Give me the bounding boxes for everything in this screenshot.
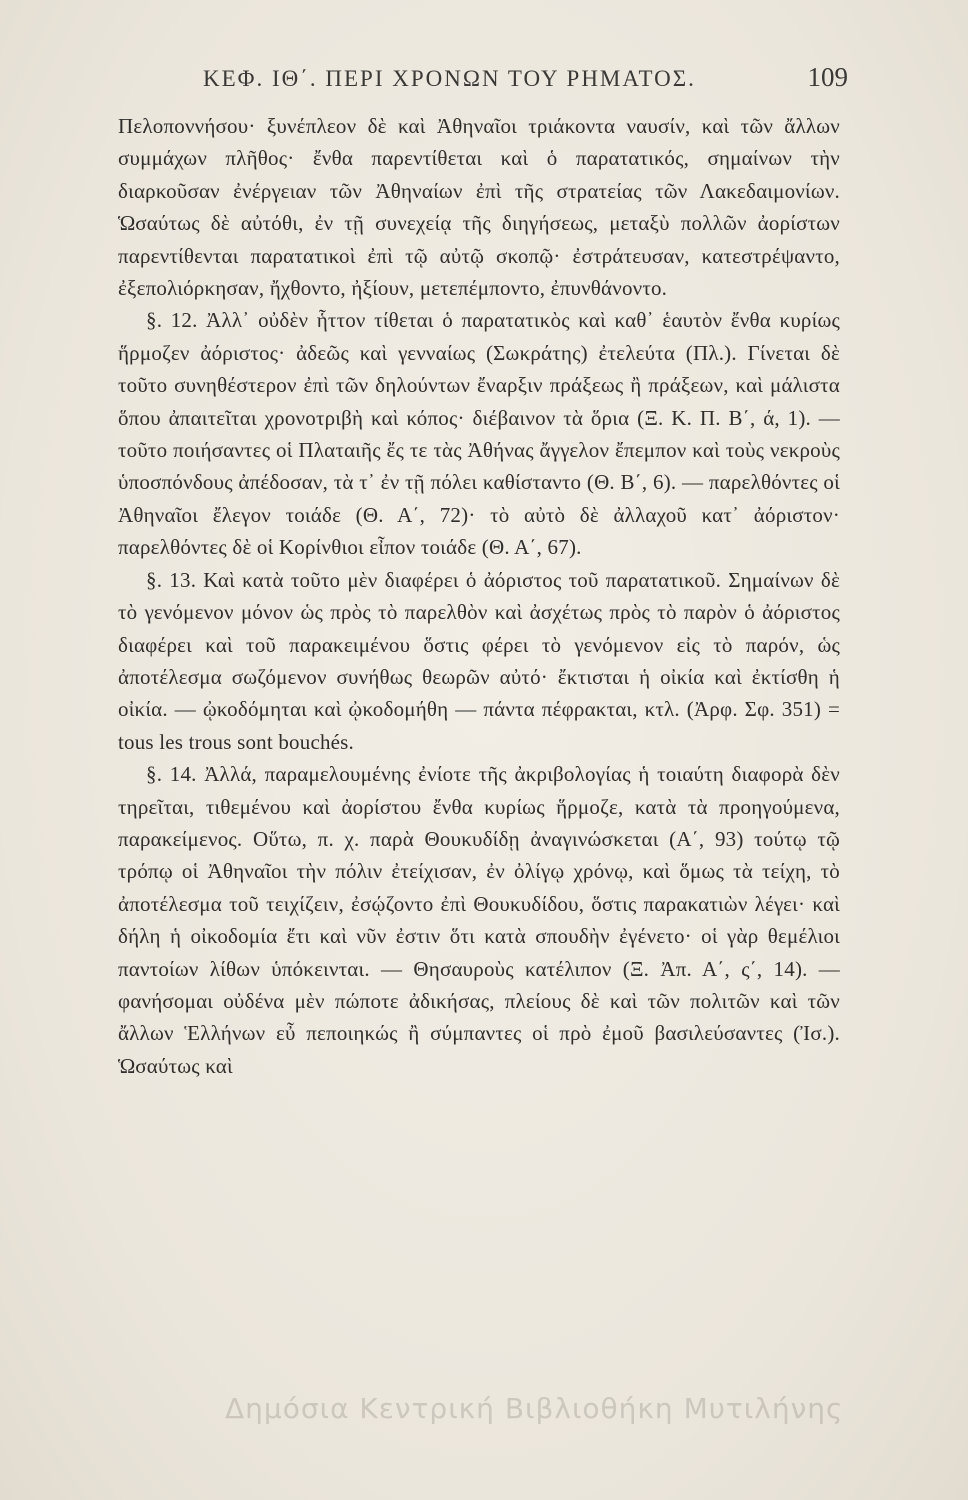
page-header [118, 62, 856, 102]
paragraph-continuation: Πελοποννήσου· ξυνέπλεον δὲ καὶ Ἀθηναῖοι τριάκοντα ναυσίν, καὶ τῶν ἄλλων συμμάχων πλῆθος· ἔνθα παρεντίθεται καὶ ὁ παρατατικός, σημαίνων τὴν διαρκοῦσαν ἐνέργειαν τῶν Ἀθηναίων ἐπὶ τῆς στρατείας τῶν Λακεδαιμονίων. Ὡσαύτως δὲ αὐτόθι, ἐν τῇ συνεχείᾳ τῆς διηγήσεως, μεταξὺ πολλῶν ἀορίστων παρεντίθενται παρατατικοὶ ἐπὶ τῷ αὐτῷ σκοπῷ· ἐστράτευσαν, κατεστρέψαντο, ἐξεπολιόρκησαν, ἤχθοντο, ἠξίουν, μετεπέμποντο, ἐπυνθάνοντο. [118, 114, 840, 301]
paragraph-section-12: §. 12. Ἀλλ᾽ οὐδὲν ἧττον τίθεται ὁ παρατατικὸς καὶ καθ᾽ ἑαυτὸν ἔνθα κυρίως ἥρμοζεν ἀόριστος· ἀδεῶς καὶ γενναίως (Σωκράτης) ἐτελεύτα (Πλ.). Γίνεται δὲ τοῦτο συνηθέστερον ἐπὶ τῶν δηλούντων ἔναρξιν πράξεως ἢ πράξεων, καὶ μάλιστα ὅπου ἀπαιτεῖται χρονοτριβὴ καὶ κόπος· διέβαινον τὰ ὅρια (Ξ. Κ. Π. Β΄, ά, 1). — τοῦτο ποιήσαντες οἱ Πλαταιῆς ἔς τε τὰς Ἀθήνας ἄγγελον ἔπεμπον καὶ τοὺς νεκροὺς ὑποσπόνδους ἀπέδοσαν, τὰ τ᾽ ἐν τῇ πόλει καθίσταντο (Θ. Β΄, 6). — παρελθόντες οἱ Ἀθηναῖοι ἔλεγον τοιάδε (Θ. Α΄, 72)· τὸ αὐτὸ δὲ ἀλλαχοῦ κατ᾽ ἀόριστον· παρελθόντες δὲ οἱ Κορίνθιοι εἶπον τοιάδε (Θ. Α΄, 67). [118, 308, 840, 560]
library-watermark: Δημόσια Κεντρική Βιβλιοθήκη Μυτιλήνης [225, 1392, 844, 1425]
page-number: 109 [807, 62, 848, 92]
paragraph-section-14: §. 14. Ἀλλά, παραμελουμένης ἐνίοτε τῆς ἀκριβολογίας ἡ τοιαύτη διαφορὰ δὲν τηρεῖται, τιθεμένου καὶ ἀορίστου ἔνθα κυρίως ἥρμοζε, κατὰ τὰ προηγούμενα, παρακείμενος. Οὕτω, π. χ. παρὰ Θουκυδίδῃ ἀναγινώσκεται (Α΄, 93) τούτῳ τῷ τρόπῳ οἱ Ἀθηναῖοι τὴν πόλιν ἐτείχισαν, ἐν ὀλίγῳ χρόνῳ, καὶ ὅμως τὰ τείχη, τὸ ἀποτέλεσμα τοῦ τειχίζειν, ἐσῴζοντο ἐπὶ Θουκυδίδου, ὅστις παρακατιὼν λέγει· καὶ δήλη ἡ οἰκοδομία ἔτι καὶ νῦν ἐστιν ὅτι κατὰ σπουδὴν ἐγένετο· οἱ γὰρ θεμέλιοι παντοίων λίθων ὑπόκεινται. — Θησαυροὺς κατέλιπον (Ξ. Ἀπ. Α΄, ς΄, 14). — φανήσομαι οὐδένα μὲν πώποτε ἀδικήσας, πλείους δὲ καὶ τῶν πολιτῶν καὶ τῶν ἄλλων Ἑλλήνων εὖ πεποιηκώς ἢ σύμπαντες οἱ πρὸ ἐμοῦ βασιλεύσαντες (Ἰσ.). Ὡσαύτως καὶ [118, 762, 840, 1078]
page-body [118, 110, 840, 1082]
paragraph-section-13: §. 13. Καὶ κατὰ τοῦτο μὲν διαφέρει ὁ ἀόριστος τοῦ παρατατικοῦ. Σημαίνων δὲ τὸ γενόμενον μόνον ὡς πρὸς τὸ παρελθὸν καὶ ἀσχέτως πρὸς τὸ παρὸν ὁ ἀόριστος διαφέρει καὶ τοῦ παρακειμένου ὅστις φέρει τὸ γενόμενον εἰς τὸ παρόν, ὡς ἀποτέλεσμα σωζόμενον συνήθως θεωρῶν αὐτό· ἔκτισται ἡ οἰκία καὶ ἐκτίσθη ἡ οἰκία. — ᾠκοδόμηται καὶ ᾠκοδομήθη — πάντα πέφρακται, κτλ. (Ἀρφ. Σφ. 351) = tous les trous sont bouchés. [118, 567, 840, 754]
running-title: ΚΕΦ. ΙΘ΄. ΠΕΡΙ ΧΡΟΝΩΝ ΤΟΥ ΡΗΜΑΤΟΣ. [203, 66, 696, 91]
